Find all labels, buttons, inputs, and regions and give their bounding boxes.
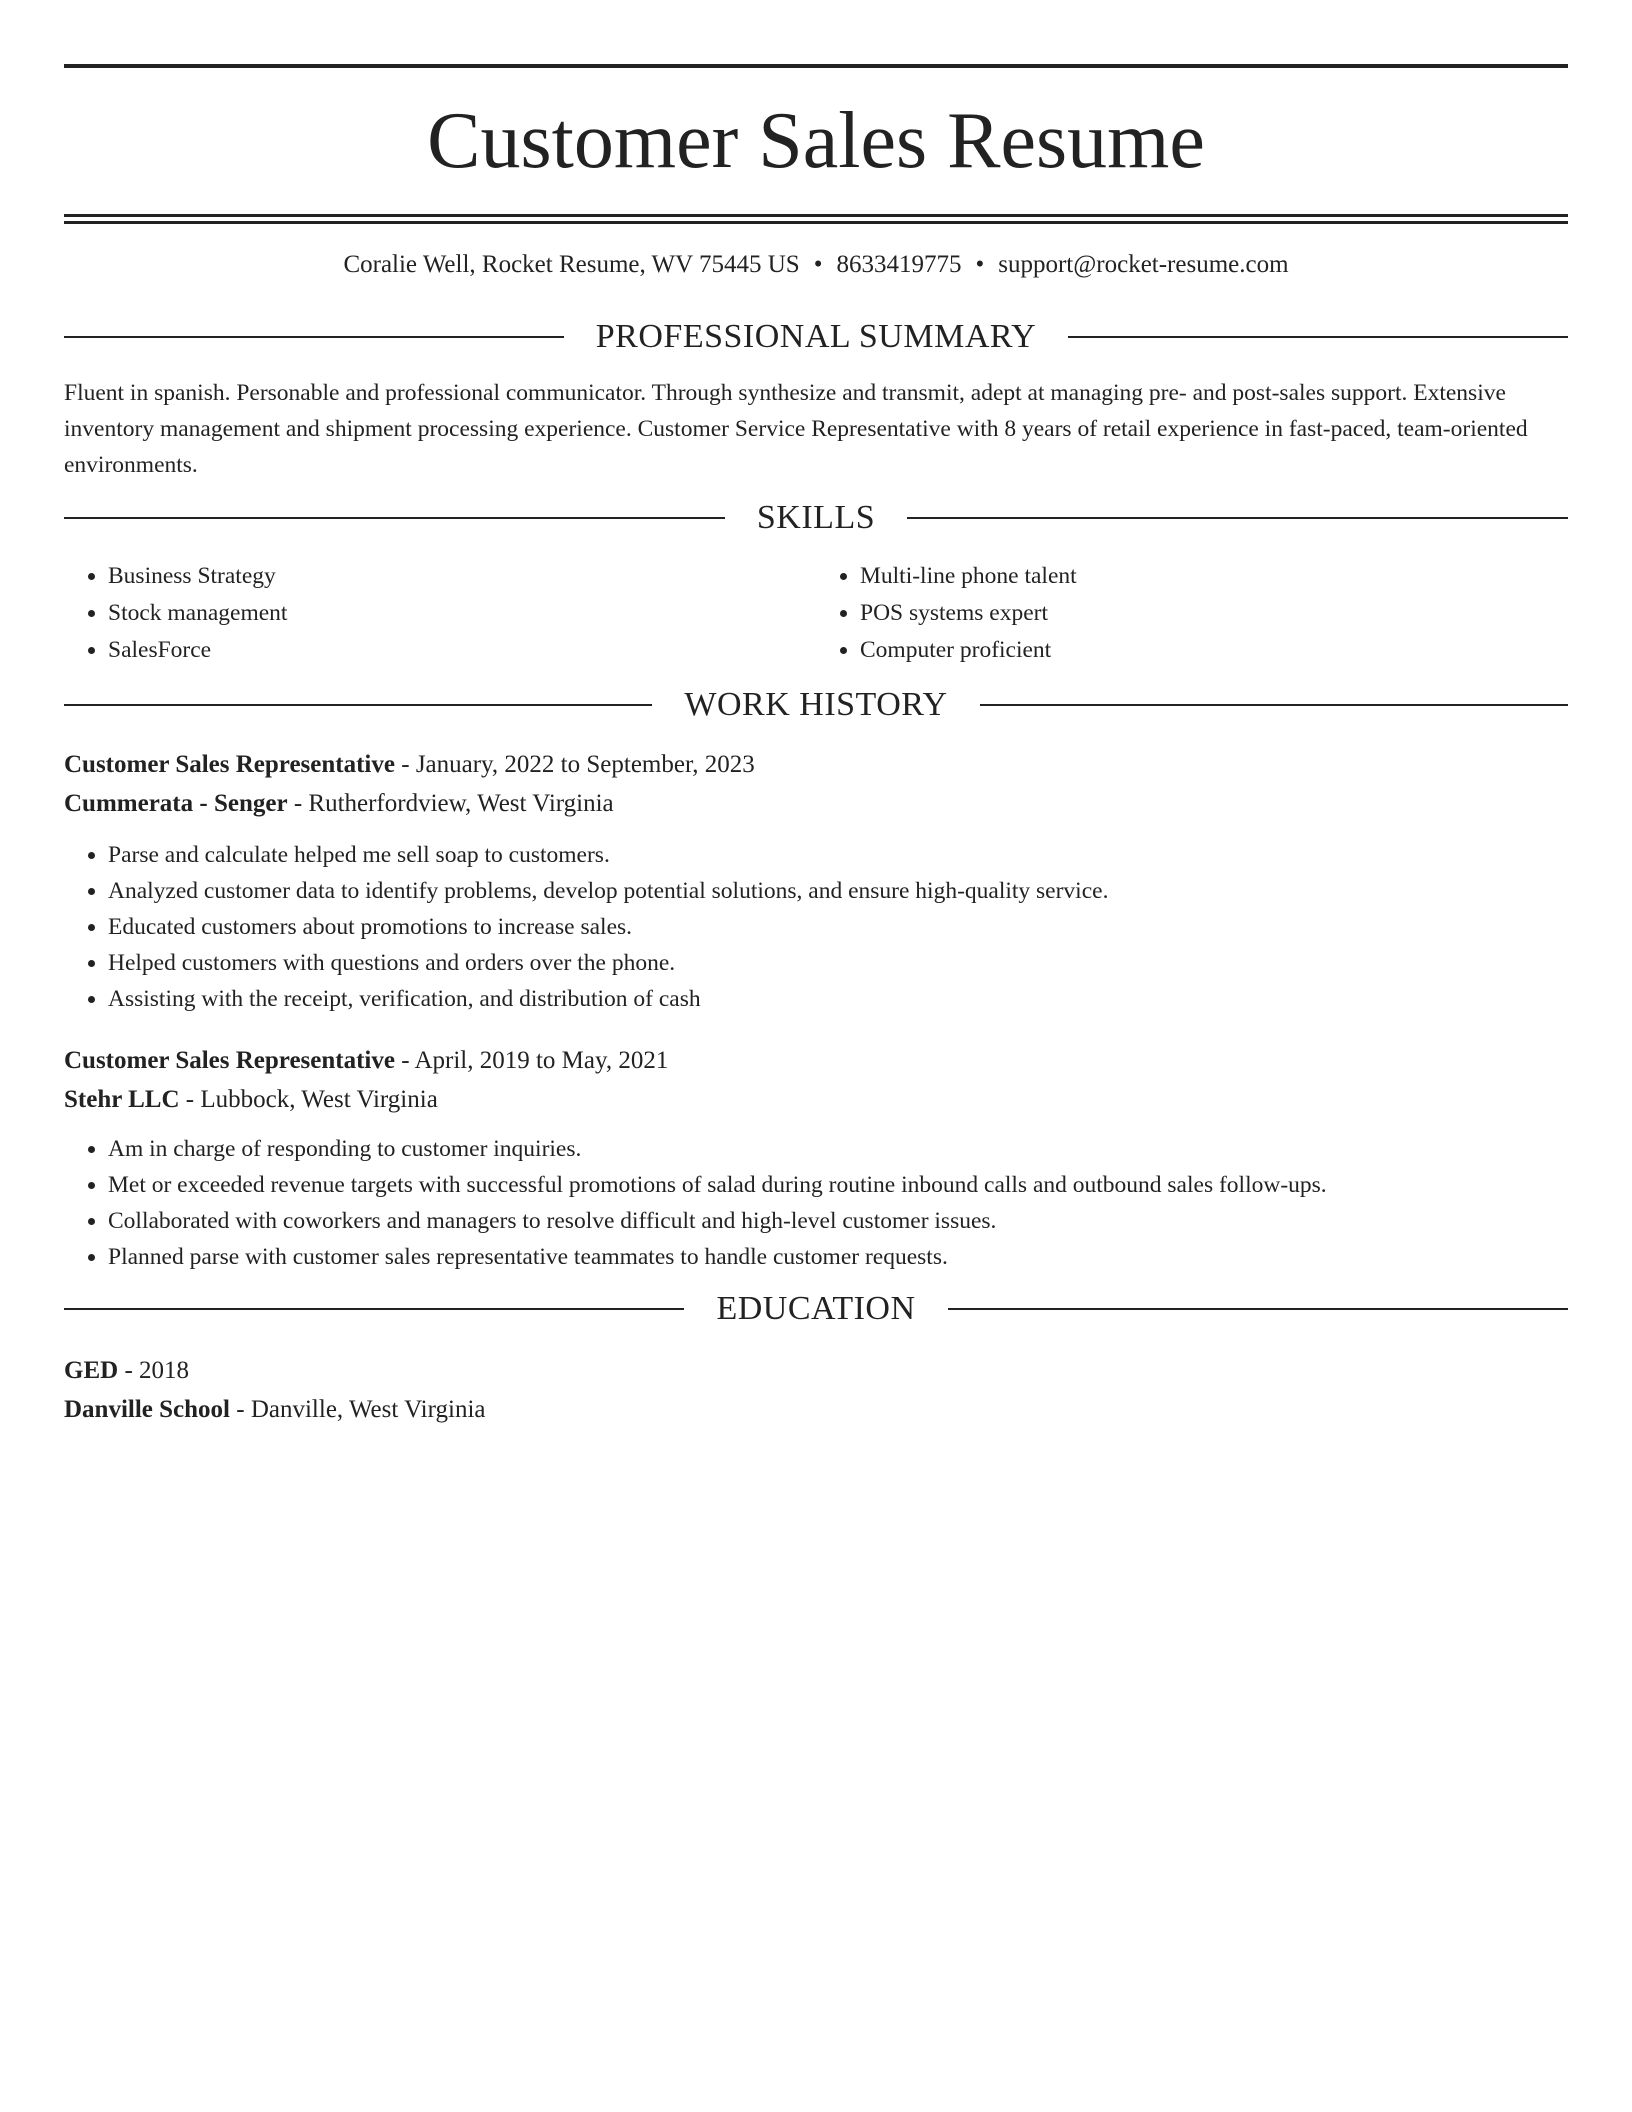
heading-rule (64, 336, 564, 338)
title-double-rule (64, 214, 1568, 224)
job-bullet: • Am in charge of responding to customer inquiries. (108, 1131, 1568, 1167)
work-section-heading (64, 685, 1568, 725)
heading-rule (907, 517, 1568, 519)
work-heading-label: WORK HISTORY (684, 686, 948, 723)
education-degree-line (64, 1351, 1568, 1390)
job-dates: January, 2022 to September, 2023 (415, 751, 755, 778)
job-dates: April, 2019 to May, 2021 (414, 1047, 669, 1074)
job-entry (64, 745, 1568, 1017)
skills-section-heading (64, 498, 1568, 538)
top-rule (64, 64, 1568, 68)
education-school-line (64, 1390, 1568, 1429)
dash: - (185, 1086, 195, 1113)
job-bullet: • Collaborated with coworkers and managers to resolve difficult and high-level customer issues. (108, 1203, 1568, 1239)
education-entry (64, 1351, 1568, 1429)
dash: - (124, 1357, 133, 1384)
education-heading-label: EDUCATION (716, 1290, 916, 1327)
skill-item: • SalesForce (108, 632, 816, 669)
job-title-line (64, 745, 1568, 784)
education-school: Danville School (64, 1396, 230, 1423)
heading-rule (64, 517, 725, 519)
dash: - (401, 1047, 410, 1074)
job-bullet: • Educated customers about promotions to increase sales. (108, 909, 1568, 945)
summary-text: Fluent in spanish. Personable and professional communicator. Through synthesize and transmit, adept at managing pre- and post-sales support. Extensive inventory management and shipment processing experience. Customer Service Representative with 8 years of retail experience in fast-paced, team-oriented environments. (64, 380, 1528, 478)
skill-item: • Computer proficient (860, 632, 1568, 669)
contact-phone: 8633419775 (836, 251, 962, 278)
skill-item: • Multi-line phone talent (860, 558, 1568, 595)
job-bullet: • Parse and calculate helped me sell soap to customers. (108, 837, 1568, 873)
education-year: 2018 (139, 1357, 190, 1384)
job-company-line (64, 784, 1568, 823)
contact-address: Coralie Well, Rocket Resume, WV 75445 US (343, 251, 800, 278)
education-section-heading (64, 1289, 1568, 1329)
heading-rule (980, 704, 1568, 706)
skills-column-left (64, 558, 816, 669)
contact-email: support@rocket-resume.com (998, 251, 1289, 278)
contact-line (64, 250, 1568, 280)
job-bullet: • Analyzed customer data to identify problems, develop potential solutions, and ensure high-quality service. (108, 873, 1568, 909)
resume-title: Customer Sales Resume (427, 97, 1205, 185)
skill-item: • POS systems expert (860, 595, 1568, 632)
job-company: Stehr LLC (64, 1086, 180, 1113)
skills-heading-label: SKILLS (756, 499, 876, 536)
job-bullets (64, 1131, 1568, 1275)
job-bullets (64, 837, 1568, 1017)
job-company: Cummerata - Senger (64, 790, 288, 817)
heading-rule (64, 704, 652, 706)
summary-heading-label: PROFESSIONAL SUMMARY (595, 318, 1037, 355)
dash: - (293, 790, 303, 817)
job-bullet: • Assisting with the receipt, verification, and distribution of cash (108, 981, 1568, 1017)
job-title-line (64, 1041, 1568, 1080)
job-bullet: • Helped customers with questions and orders over the phone. (108, 945, 1568, 981)
resume-page (64, 64, 1568, 1429)
education-location: Danville, West Virginia (250, 1396, 486, 1423)
heading-rule (948, 1308, 1568, 1310)
job-bullet: • Met or exceeded revenue targets with successful promotions of salad during routine inbound calls and outbound sales follow-ups. (108, 1167, 1568, 1203)
job-entry (64, 1041, 1568, 1275)
heading-rule (1068, 336, 1568, 338)
dash: - (236, 1396, 245, 1423)
summary-section-heading (64, 317, 1568, 357)
job-location: Rutherfordview, West Virginia (308, 790, 614, 817)
skill-item: • Stock management (108, 595, 816, 632)
contact-separator: • (813, 251, 823, 278)
job-title: Customer Sales Representative (64, 751, 395, 778)
skills-column-right (816, 558, 1568, 669)
job-bullet: • Planned parse with customer sales representative teammates to handle customer requests. (108, 1239, 1568, 1275)
contact-separator: • (975, 251, 985, 278)
job-location: Lubbock, West Virginia (200, 1086, 438, 1113)
job-title: Customer Sales Representative (64, 1047, 395, 1074)
skills-list (64, 558, 1568, 669)
job-company-line (64, 1080, 1568, 1119)
dash: - (401, 751, 410, 778)
skill-item: • Business Strategy (108, 558, 816, 595)
education-degree: GED (64, 1357, 119, 1384)
heading-rule (64, 1308, 684, 1310)
